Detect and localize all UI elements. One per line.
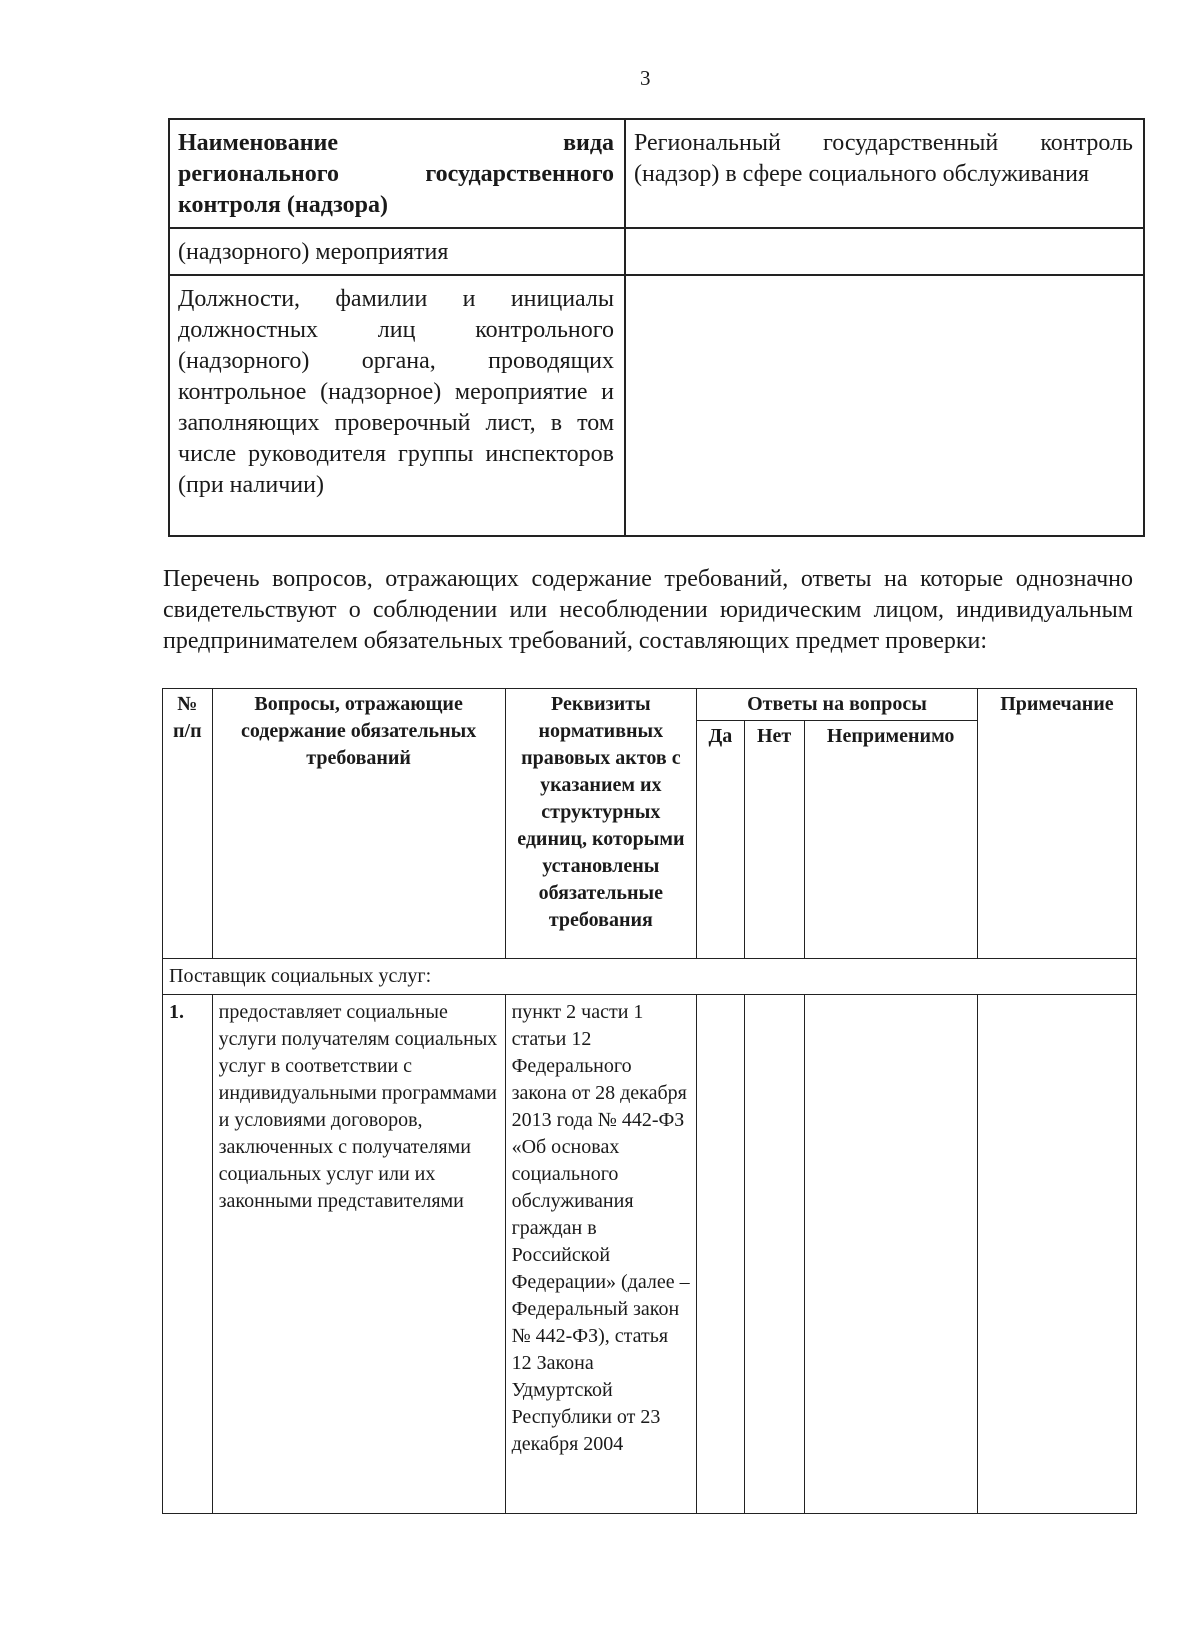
section-label: Поставщик социальных услуг: [163, 959, 1137, 995]
header-requisites: Реквизиты нормативных правовых актов с указанием их структурных единиц, которыми установлены обязательные требования [505, 689, 697, 959]
table-row [163, 995, 1137, 1514]
checklist-table [162, 688, 1137, 1514]
control-type-label [169, 119, 625, 228]
row-requisites: пункт 2 части 1 статьи 12 Федерального закона от 28 декабря 2013 года № 442-ФЗ «Об основах социального обслуживания граждан в Российской Федерации» (далее – Федеральный закон № 442-ФЗ), статья 12 Закона Удмуртской Республики от 23 декабря 2004 [505, 995, 697, 1514]
intro-text: Перечень вопросов, отражающих содержание требований, ответы на которые однозначно свидетельствуют о соблюдении или несоблюдении юридическим лицом, индивидуальным предпринимателем обязательных требований, составляющих предмет проверки: [163, 566, 1133, 654]
control-type-label-line-3: контроля (надзора) [178, 192, 388, 218]
header-note: Примечание [977, 689, 1136, 959]
row-note[interactable] [977, 995, 1136, 1514]
officials-label: Должности, фамилии и инициалы должностных лиц контрольного (надзорного) органа, проводящих контрольное (надзорное) мероприятие и заполняющих проверочный лист, в том числе руководителя группы инспекторов (при наличии) [169, 275, 625, 536]
row-question: предоставляет социальные услуги получателям социальных услуг в соответствии с индивидуальными программами и условиями договоров, заключенных с получателями социальных услуг или их законными представителями [212, 995, 505, 1514]
header-yes: Да [697, 721, 745, 959]
row-num: 1. [163, 995, 213, 1514]
info-table [168, 118, 1145, 537]
header-not-applicable: Неприменимо [804, 721, 977, 959]
control-type-label-line-2: регионального государственного [178, 161, 614, 187]
info-row-event [169, 228, 1144, 275]
info-row-officials [169, 275, 1144, 536]
officials-value [625, 275, 1144, 536]
header-no: Нет [744, 721, 804, 959]
control-type-label-line-1: Наименование вида [178, 130, 614, 156]
header-num: № п/п [163, 689, 213, 959]
header-questions: Вопросы, отражающие содержание обязательных требований [212, 689, 505, 959]
row-answer-no[interactable] [744, 995, 804, 1514]
event-label: (надзорного) мероприятия [169, 228, 625, 275]
page-number: 3 [640, 66, 651, 90]
checklist-header-row [163, 689, 1137, 721]
control-type-value: Региональный государственный контроль (надзор) в сфере социального обслуживания [625, 119, 1144, 228]
row-answer-yes[interactable] [697, 995, 745, 1514]
event-value [625, 228, 1144, 275]
info-row-control-type [169, 119, 1144, 228]
section-row [163, 959, 1137, 995]
row-answer-not-applicable[interactable] [804, 995, 977, 1514]
header-answers: Ответы на вопросы [697, 689, 978, 721]
